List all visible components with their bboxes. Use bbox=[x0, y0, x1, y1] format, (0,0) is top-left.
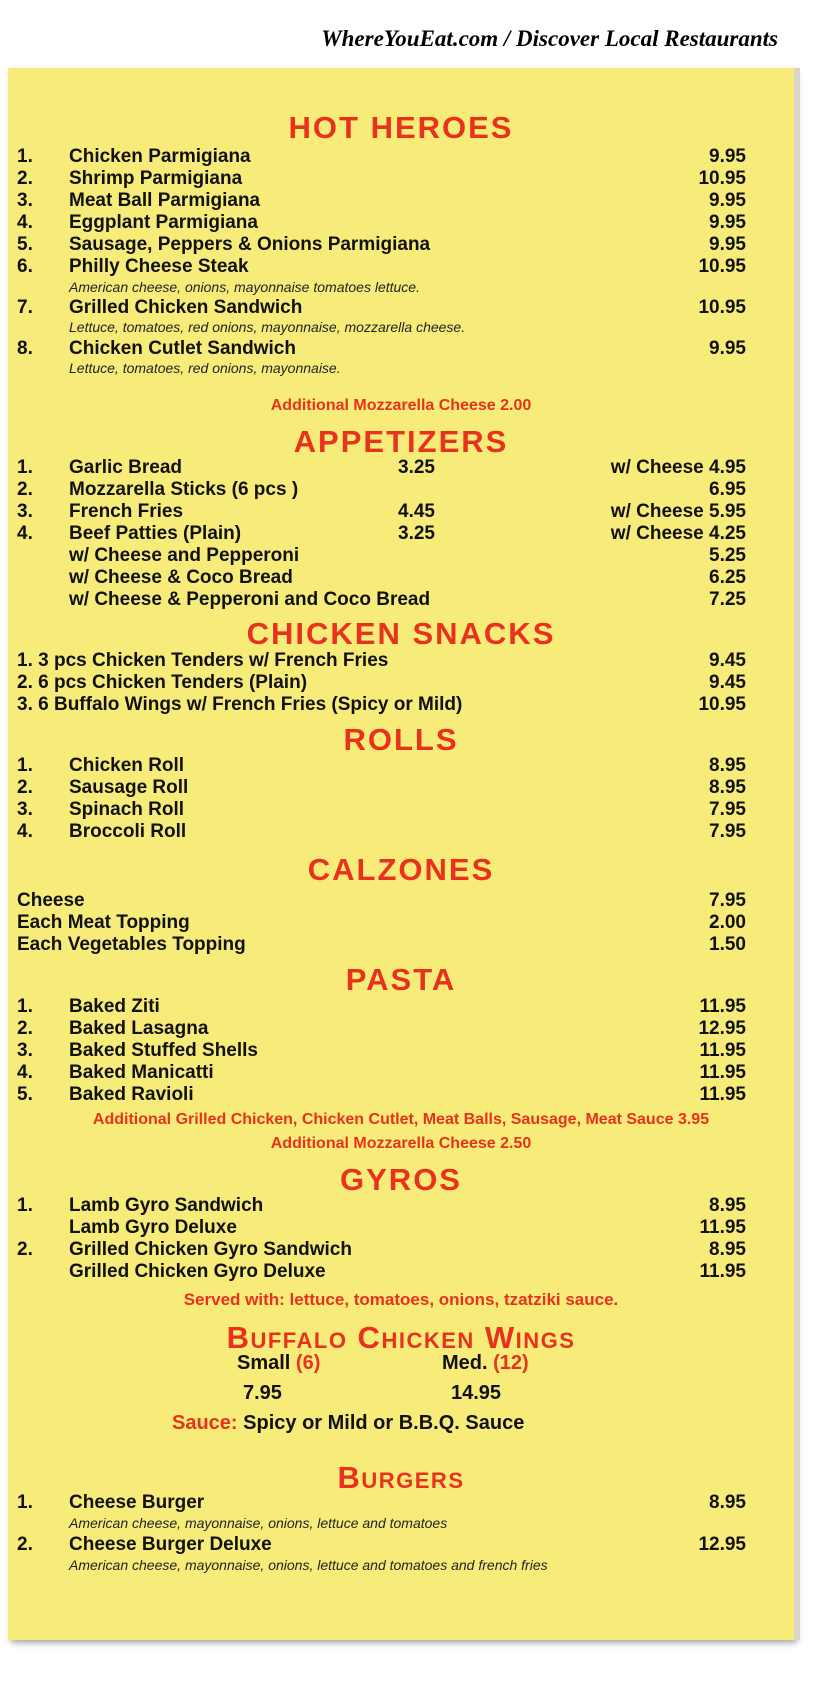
item-number: 3. bbox=[17, 799, 33, 820]
item-number: 2. bbox=[17, 1239, 33, 1260]
wings-small-size bbox=[237, 1352, 320, 1375]
menu-item bbox=[8, 934, 794, 956]
section-note: Additional Grilled Chicken, Chicken Cutlet, Meat Balls, Sausage, Meat Sauce 3.95 bbox=[92, 1111, 710, 1128]
item-number: 7. bbox=[17, 297, 33, 318]
item-name: Baked Ravioli bbox=[69, 1084, 194, 1105]
menu-item bbox=[8, 777, 794, 799]
menu-item bbox=[8, 146, 794, 168]
menu-item bbox=[8, 1195, 794, 1217]
item-price: 10.95 bbox=[698, 297, 746, 318]
menu-item bbox=[8, 996, 794, 1018]
wings-sauce bbox=[172, 1412, 524, 1435]
item-price: 11.95 bbox=[699, 1040, 746, 1061]
item-name: Eggplant Parmigiana bbox=[69, 212, 258, 233]
item-name: Mozzarella Sticks (6 pcs ) bbox=[69, 479, 299, 500]
menu-item bbox=[8, 501, 794, 523]
menu-item bbox=[8, 567, 794, 589]
menu-item bbox=[8, 1040, 794, 1062]
item-number: 2. bbox=[17, 479, 33, 500]
item-name: Garlic Bread bbox=[69, 457, 182, 478]
item-price: 11.95 bbox=[699, 1062, 746, 1083]
item-price: 8.95 bbox=[709, 1492, 746, 1513]
wings-sauce-text: Spicy or Mild or B.B.Q. Sauce bbox=[243, 1412, 525, 1434]
item-name: w/ Cheese & Pepperoni and Coco Bread bbox=[69, 589, 431, 610]
item-price: 6.95 bbox=[709, 479, 746, 500]
item-name: 1. 3 pcs Chicken Tenders w/ French Fries bbox=[17, 650, 389, 671]
item-description: Lettuce, tomatoes, red onions, mayonnaise, mozzarella cheese. bbox=[69, 319, 466, 335]
item-name: 3. 6 Buffalo Wings w/ French Fries (Spicy or Mild) bbox=[17, 694, 463, 715]
item-price: 12.95 bbox=[698, 1018, 746, 1039]
item-number: 2. bbox=[17, 1534, 33, 1555]
item-name: Grilled Chicken Gyro Sandwich bbox=[69, 1239, 352, 1260]
item-price: w/ Cheese 4.95 bbox=[610, 457, 746, 478]
item-number: 5. bbox=[17, 1084, 33, 1105]
section-note: Additional Mozzarella Cheese 2.50 bbox=[270, 1135, 532, 1152]
page-edge bbox=[794, 68, 800, 1640]
item-name: Chicken Cutlet Sandwich bbox=[69, 338, 296, 359]
item-number: 2. bbox=[17, 168, 33, 189]
item-number: 4. bbox=[17, 523, 33, 544]
section-title-appetizers: APPETIZERS bbox=[293, 424, 509, 459]
item-name: Each Vegetables Topping bbox=[17, 934, 246, 955]
item-number: 4. bbox=[17, 1062, 33, 1083]
item-base-price: 4.45 bbox=[398, 501, 435, 522]
wings-small-label: Small bbox=[237, 1352, 291, 1374]
menu-item bbox=[8, 523, 794, 545]
menu-item bbox=[8, 1261, 794, 1283]
item-price: 9.95 bbox=[709, 190, 746, 211]
section-title-hot-heroes: HOT HEROES bbox=[288, 110, 514, 145]
section-title-pasta: PASTA bbox=[345, 962, 457, 997]
menu-item bbox=[8, 479, 794, 501]
section-title-chicken-snacks: CHICKEN SNACKS bbox=[246, 616, 556, 651]
section-note: Additional Mozzarella Cheese 2.00 bbox=[270, 397, 532, 414]
menu-item bbox=[8, 256, 794, 278]
item-price: 9.95 bbox=[709, 234, 746, 255]
item-price: 9.95 bbox=[709, 146, 746, 167]
item-price: 7.95 bbox=[709, 821, 746, 842]
item-name: Broccoli Roll bbox=[69, 821, 187, 842]
item-price: w/ Cheese 5.95 bbox=[610, 501, 746, 522]
item-price: 1.50 bbox=[709, 934, 746, 955]
item-number: 3. bbox=[17, 501, 33, 522]
item-description: American cheese, onions, mayonnaise tomatoes lettuce. bbox=[69, 279, 420, 295]
item-description: Lettuce, tomatoes, red onions, mayonnaise. bbox=[69, 360, 341, 376]
item-name: French Fries bbox=[69, 501, 184, 522]
menu-item bbox=[8, 1018, 794, 1040]
item-name: Baked Lasagna bbox=[69, 1018, 209, 1039]
item-name: Philly Cheese Steak bbox=[69, 256, 249, 277]
item-price: 9.95 bbox=[709, 338, 746, 359]
item-number: 3. bbox=[17, 190, 33, 211]
item-number: 1. bbox=[17, 996, 33, 1017]
site-banner bbox=[0, 0, 805, 68]
item-description: American cheese, mayonnaise, onions, lettuce and tomatoes and french fries bbox=[69, 1557, 548, 1573]
item-name: Grilled Chicken Sandwich bbox=[69, 297, 303, 318]
item-description: American cheese, mayonnaise, onions, lettuce and tomatoes bbox=[69, 1515, 448, 1531]
item-name: w/ Cheese & Coco Bread bbox=[69, 567, 293, 588]
item-number: 1. bbox=[17, 1492, 33, 1513]
section-note: Served with: lettuce, tomatoes, onions, tzatziki sauce. bbox=[183, 1290, 619, 1309]
menu-item bbox=[8, 799, 794, 821]
menu-item bbox=[8, 672, 794, 694]
item-name: Spinach Roll bbox=[69, 799, 185, 820]
menu-item bbox=[8, 650, 794, 672]
item-name: Shrimp Parmigiana bbox=[69, 168, 243, 189]
item-name: Lamb Gyro Sandwich bbox=[69, 1195, 264, 1216]
menu-item bbox=[8, 234, 794, 256]
item-price: 7.25 bbox=[709, 589, 746, 610]
menu-item bbox=[8, 1492, 794, 1514]
item-number: 2. bbox=[17, 1018, 33, 1039]
item-name: Each Meat Topping bbox=[17, 912, 190, 933]
section-title-calzones: CALZONES bbox=[307, 852, 495, 887]
item-number: 1. bbox=[17, 755, 33, 776]
item-name: Lamb Gyro Deluxe bbox=[69, 1217, 237, 1238]
menu-item bbox=[8, 589, 794, 611]
wings-small-price: 7.95 bbox=[243, 1382, 282, 1404]
item-number: 4. bbox=[17, 212, 33, 233]
item-name: Grilled Chicken Gyro Deluxe bbox=[69, 1261, 326, 1282]
section-title-rolls: ROLLS bbox=[343, 722, 459, 757]
wings-med-price: 14.95 bbox=[451, 1382, 502, 1404]
wings-med-count: (12) bbox=[493, 1352, 529, 1374]
item-name: Baked Manicatti bbox=[69, 1062, 214, 1083]
item-price: 5.25 bbox=[709, 545, 746, 566]
menu-item bbox=[8, 1534, 794, 1556]
item-name: Cheese bbox=[17, 890, 85, 911]
item-number: 1. bbox=[17, 457, 33, 478]
menu-item bbox=[8, 912, 794, 934]
item-price: 6.25 bbox=[709, 567, 746, 588]
item-name: Cheese Burger bbox=[69, 1492, 205, 1513]
item-name: Chicken Roll bbox=[69, 755, 185, 776]
menu-item bbox=[8, 1084, 794, 1106]
wings-sauce-label: Sauce: bbox=[172, 1412, 238, 1434]
item-name: Beef Patties (Plain) bbox=[69, 523, 242, 544]
wings-med-label: Med. bbox=[442, 1352, 488, 1374]
item-price: 9.45 bbox=[709, 650, 746, 671]
item-price: 8.95 bbox=[709, 755, 746, 776]
menu-item bbox=[8, 338, 794, 360]
item-price: 8.95 bbox=[709, 777, 746, 798]
item-price: 9.45 bbox=[709, 672, 746, 693]
item-price: 10.95 bbox=[698, 168, 746, 189]
menu-item bbox=[8, 1217, 794, 1239]
menu-item bbox=[8, 545, 794, 567]
item-number: 1. bbox=[17, 146, 33, 167]
item-number: 5. bbox=[17, 234, 33, 255]
menu-sheet bbox=[8, 68, 794, 1640]
item-price: 2.00 bbox=[709, 912, 746, 933]
section-title-buffalo-wings: Buffalo Chicken Wings bbox=[226, 1320, 576, 1355]
item-price: 11.95 bbox=[699, 996, 746, 1017]
menu-item bbox=[8, 168, 794, 190]
item-number: 8. bbox=[17, 338, 33, 359]
item-number: 3. bbox=[17, 1040, 33, 1061]
menu-item bbox=[8, 1062, 794, 1084]
item-price: 10.95 bbox=[698, 256, 746, 277]
site-banner-text[interactable]: WhereYouEat.com / Discover Local Restaurants bbox=[321, 26, 778, 51]
item-number: 4. bbox=[17, 821, 33, 842]
item-base-price: 3.25 bbox=[398, 523, 435, 544]
menu-item bbox=[8, 297, 794, 319]
wings-small-count: (6) bbox=[295, 1352, 321, 1374]
item-price: 9.95 bbox=[709, 212, 746, 233]
item-price: 10.95 bbox=[698, 694, 746, 715]
item-number: 1. bbox=[17, 1195, 33, 1216]
item-price: 12.95 bbox=[698, 1534, 746, 1555]
item-name: Chicken Parmigiana bbox=[69, 146, 251, 167]
item-name: Meat Ball Parmigiana bbox=[69, 190, 261, 211]
menu-item bbox=[8, 755, 794, 777]
item-name: Baked Stuffed Shells bbox=[69, 1040, 258, 1061]
menu-item bbox=[8, 1239, 794, 1261]
menu-item bbox=[8, 212, 794, 234]
item-name: Sausage, Peppers & Onions Parmigiana bbox=[69, 234, 431, 255]
item-number: 6. bbox=[17, 256, 33, 277]
section-title-burgers: Burgers bbox=[337, 1460, 465, 1495]
item-name: w/ Cheese and Pepperoni bbox=[69, 545, 300, 566]
item-price: 11.95 bbox=[699, 1217, 746, 1238]
menu-item bbox=[8, 457, 794, 479]
item-price: 8.95 bbox=[709, 1239, 746, 1260]
item-price: 8.95 bbox=[709, 1195, 746, 1216]
item-name: Sausage Roll bbox=[69, 777, 189, 798]
menu-item bbox=[8, 821, 794, 843]
section-title-gyros: GYROS bbox=[340, 1162, 462, 1197]
item-number: 2. bbox=[17, 777, 33, 798]
item-price: 11.95 bbox=[699, 1261, 746, 1282]
menu-item bbox=[8, 694, 794, 716]
wings-med-size bbox=[442, 1352, 529, 1375]
item-price: 7.95 bbox=[709, 890, 746, 911]
item-name: Cheese Burger Deluxe bbox=[69, 1534, 272, 1555]
item-price: 7.95 bbox=[709, 799, 746, 820]
item-price: w/ Cheese 4.25 bbox=[610, 523, 746, 544]
item-name: Baked Ziti bbox=[69, 996, 160, 1017]
item-name: 2. 6 pcs Chicken Tenders (Plain) bbox=[17, 672, 308, 693]
item-base-price: 3.25 bbox=[398, 457, 435, 478]
item-price: 11.95 bbox=[699, 1084, 746, 1105]
menu-item bbox=[8, 890, 794, 912]
menu-item bbox=[8, 190, 794, 212]
